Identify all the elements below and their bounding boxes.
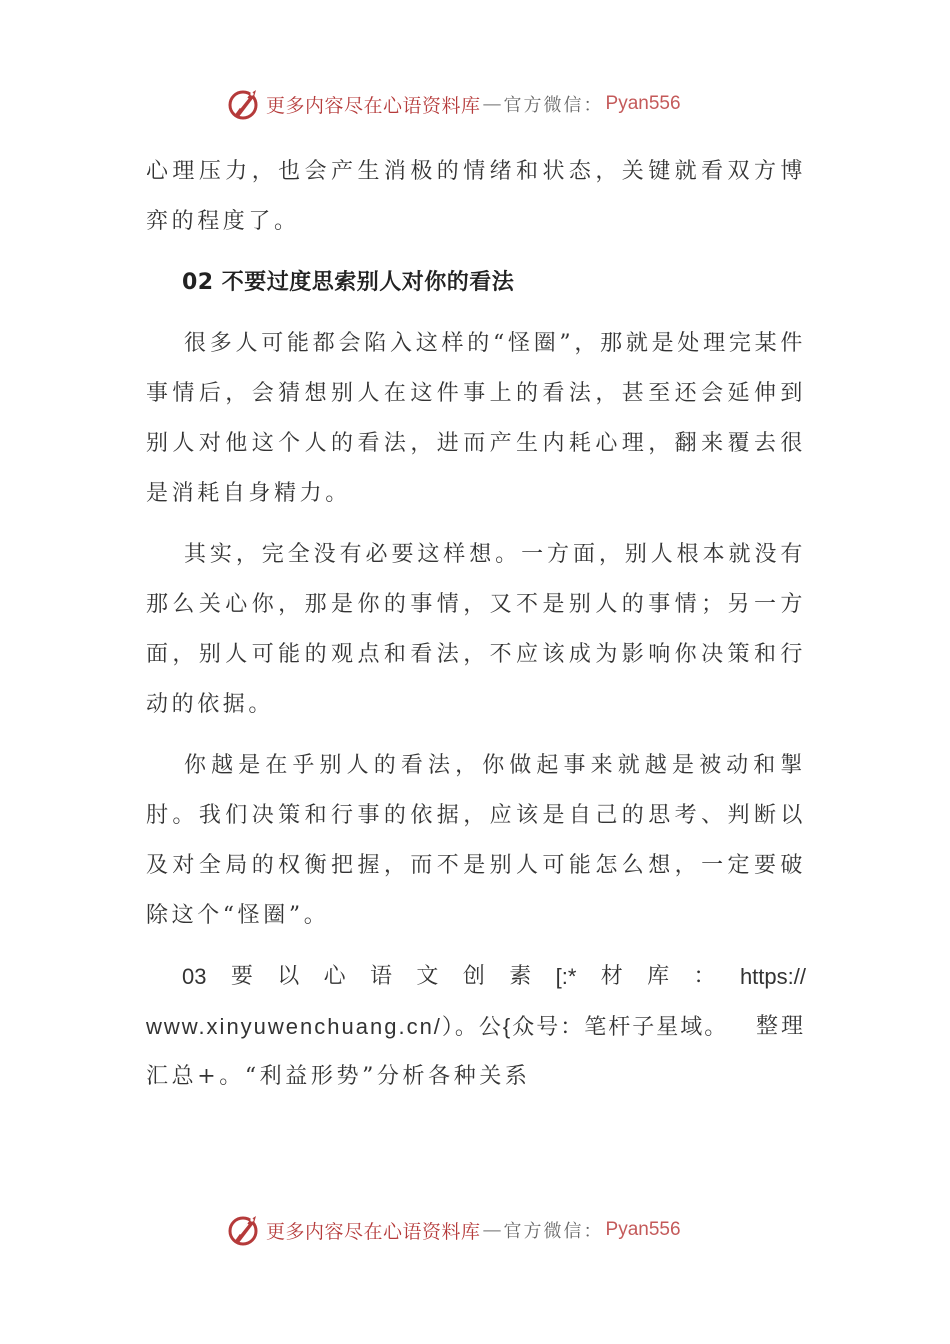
- footer-banner: [226, 1212, 681, 1248]
- section-03-line-3: 汇总+。“利益形势”分析各种关系: [146, 1064, 531, 1089]
- pen-logo-icon: [226, 86, 262, 122]
- token: 文: [416, 964, 439, 989]
- paragraph-4: 你越是在乎别人的看法，你做起事来就越是被动和掣肘。我们决策和行事的依据，应该是自己的思考、判断以及对全局的权衡把握，而不是别人可能怎么想，一定要破除这个“怪圈”。: [146, 753, 806, 928]
- header-banner: [226, 86, 681, 122]
- paragraph-3: 其实，完全没有必要这样想。一方面，别人根本就没有那么关心你，那是你的事情，又不是别人的事情；另一方面，别人可能的观点和看法，不应该成为影响你决策和行动的依据。: [146, 542, 806, 717]
- url-continuation: www.xinyuwenchuang.cn/）。公{众号：笔杆子星域。: [146, 1014, 729, 1039]
- section-03-line-2: [146, 1002, 806, 1052]
- banner-wechat-id: Pyan556: [605, 1219, 681, 1240]
- token: 以: [277, 964, 300, 989]
- token: 素: [509, 964, 532, 989]
- banner-wechat-label: 官方微信：: [503, 1221, 604, 1242]
- token: 心: [323, 964, 346, 989]
- banner-wechat-label: 官方微信：: [503, 95, 604, 116]
- token: 整理: [755, 1014, 806, 1039]
- section-03-line-1: [146, 952, 806, 1002]
- banner-brand: 更多内容尽在心语资料库: [266, 1220, 481, 1243]
- token: 材: [600, 964, 623, 989]
- token: [:*: [555, 964, 577, 989]
- token: 要: [230, 964, 253, 989]
- token: 03: [182, 964, 207, 989]
- token: 库: [647, 964, 670, 989]
- token: ：: [693, 964, 716, 989]
- banner-wechat-id: Pyan556: [605, 93, 681, 114]
- banner-brand: 更多内容尽在心语资料库: [266, 94, 481, 117]
- pen-logo-icon: [226, 1212, 262, 1248]
- paragraph-1: 心理压力，也会产生消极的情绪和状态，关键就看双方博弈的程度了。: [146, 159, 806, 234]
- section-heading-02: 02 不要过度思索别人对你的看法: [182, 270, 515, 295]
- url-token: https://: [739, 964, 806, 989]
- token: 创: [462, 964, 485, 989]
- banner-dash: —: [482, 1219, 502, 1241]
- section-03: [146, 952, 806, 1102]
- document-body: [146, 147, 806, 1102]
- token: 语: [370, 964, 393, 989]
- paragraph-2: 很多人可能都会陷入这样的“怪圈”，那就是处理完某件事情后，会猜想别人在这件事上的看法，甚至还会延伸到别人对他这个人的看法，进而产生内耗心理，翻来覆去很是消耗自身精力。: [146, 331, 806, 506]
- banner-dash: —: [482, 93, 502, 115]
